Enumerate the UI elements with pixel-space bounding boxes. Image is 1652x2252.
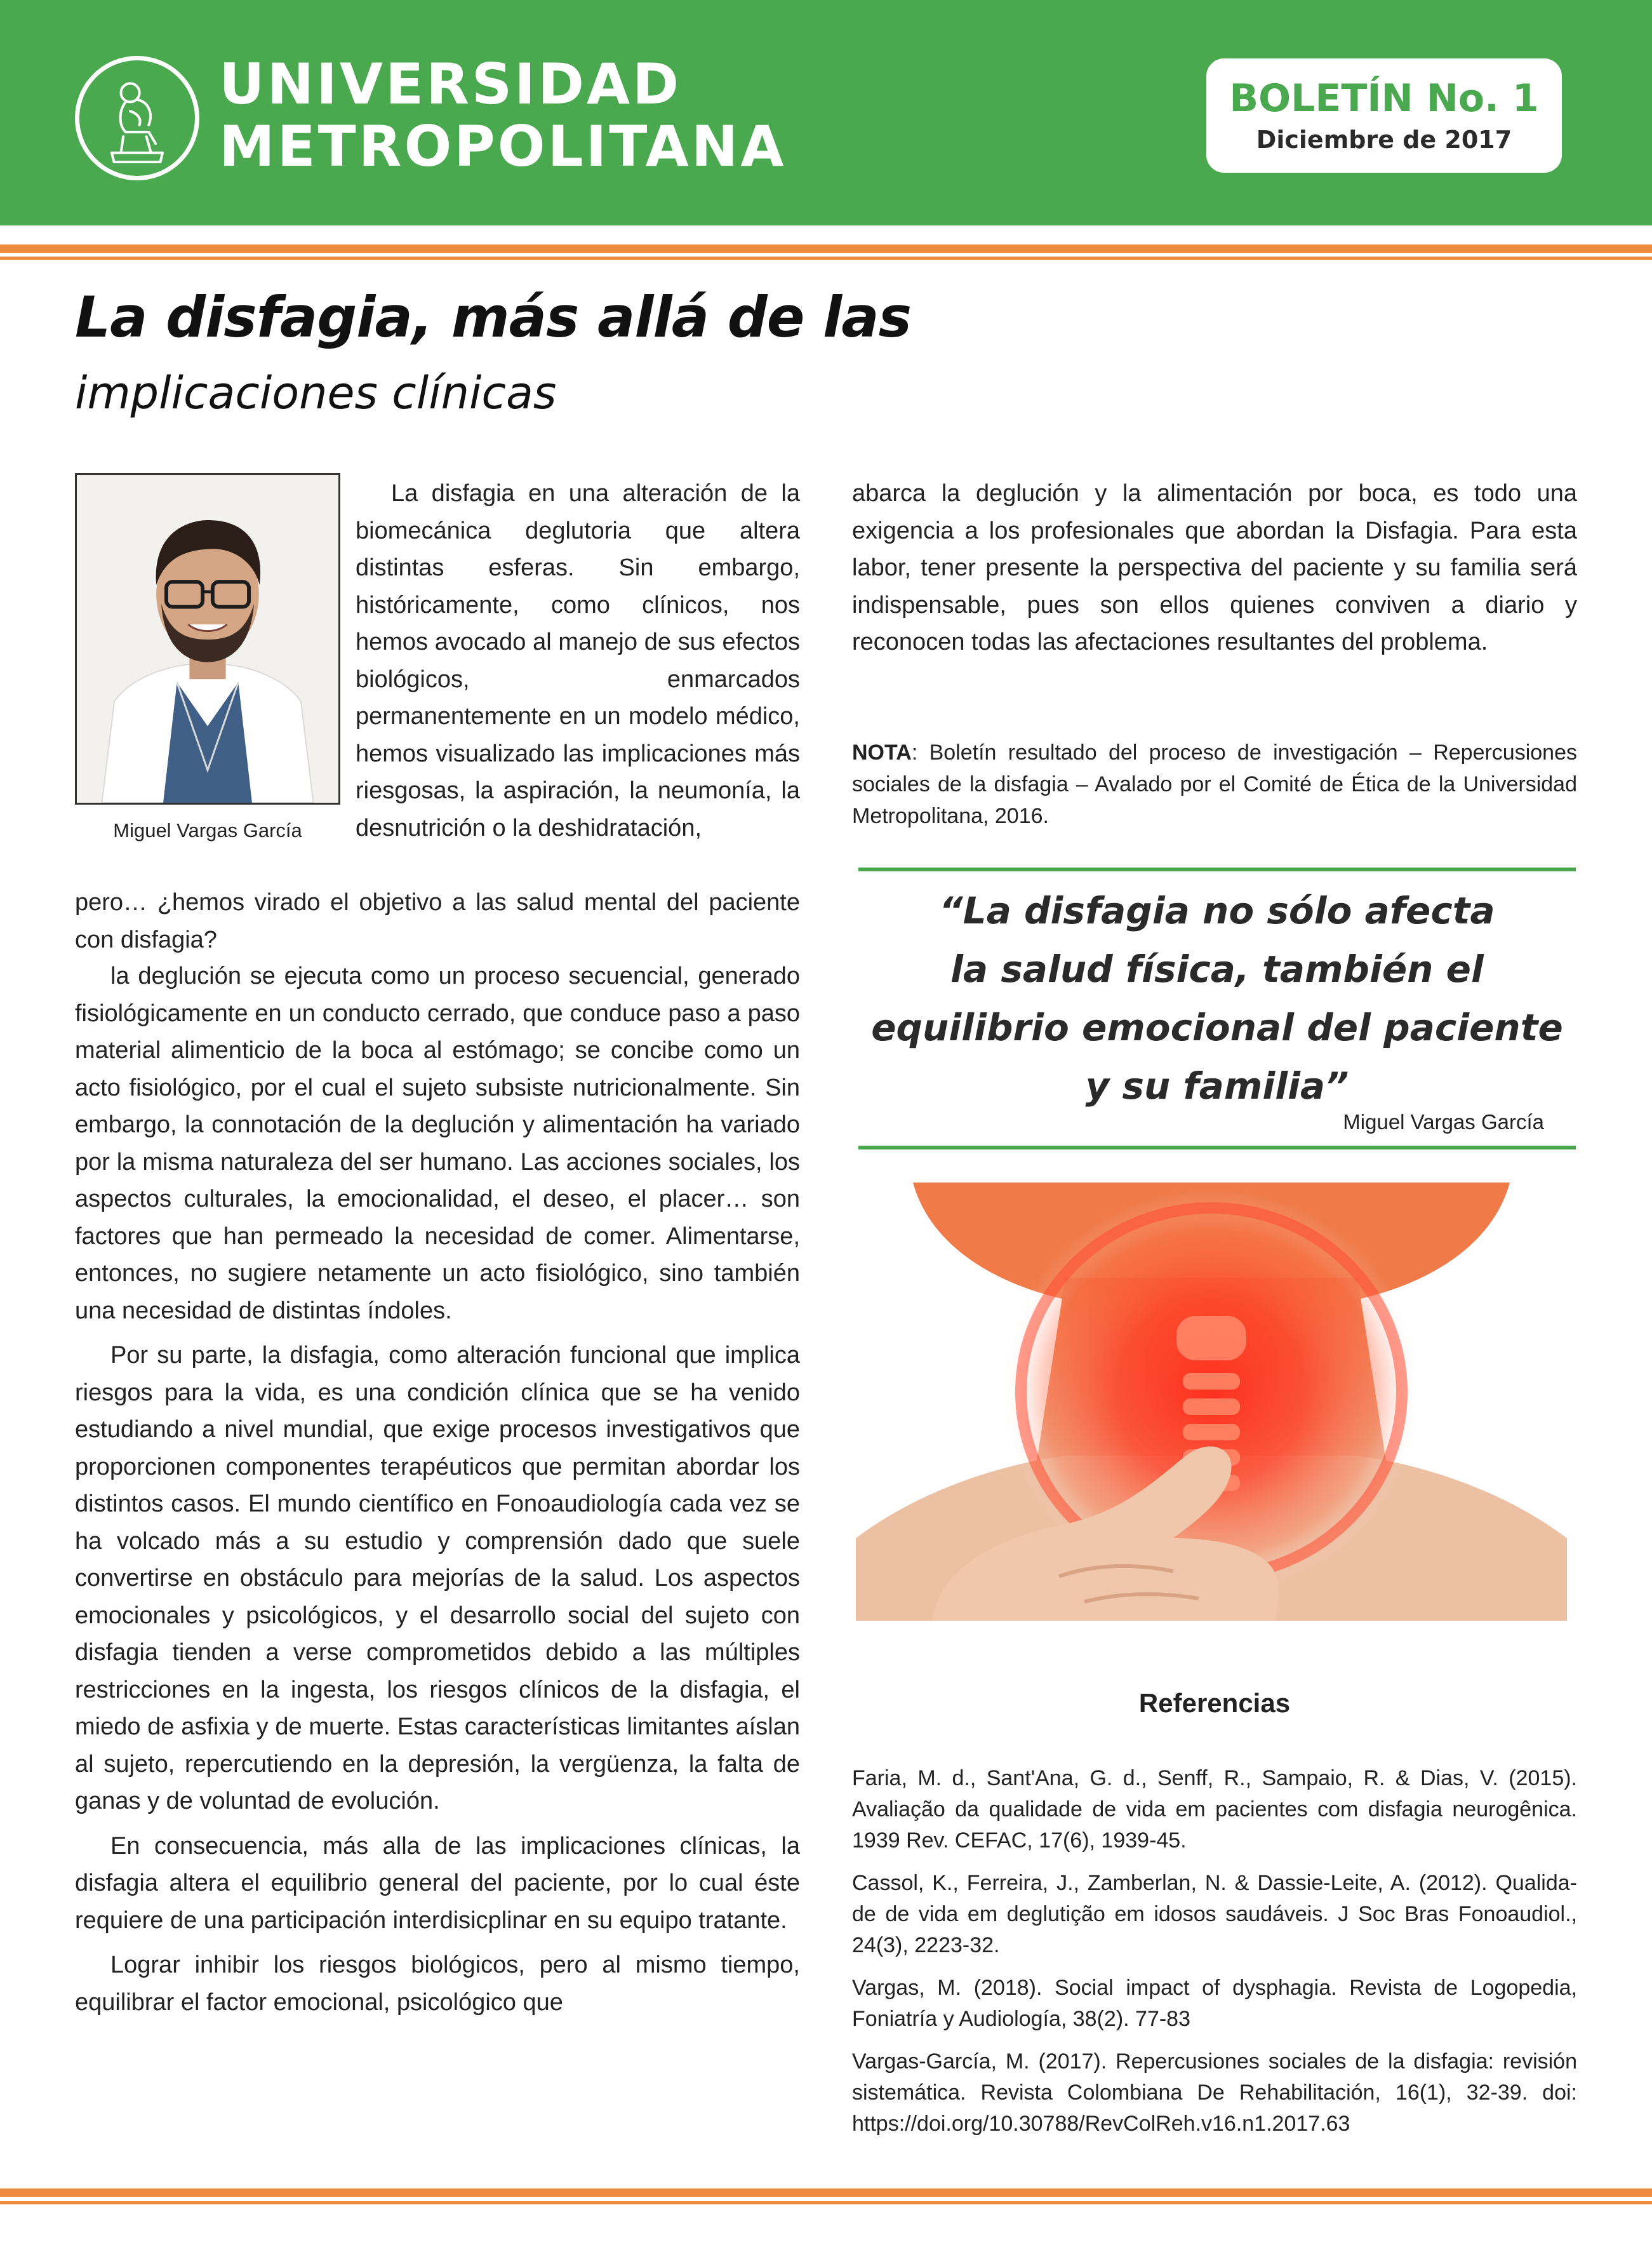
article-title: La disfagia, más allá de las bbox=[75, 285, 911, 350]
top-divider-thin bbox=[0, 257, 1652, 260]
body-paragraph: Por su parte, la disfagia, como alteración funcional que implica riesgos para la vida, es una condición clínica que se ha venido estudiando a nivel mundial, que exige procesos investigativos que proporcionen componentes terapéuticos que permitan abordar los distintos casos. El mundo científico en Fonoaudiología cada vez se ha volcado más a su estudio y comprensión dado que suele convertirse en obstáculo para mejorías de la salud. Los aspectos emocionales y psicológicos, y el desarrollo social del sujeto con disfagia tienden a verse comprometidos debido a las múltiples restricciones en la ingesta, los riesgos clínicos de la disfagia, el miedo de asfixia y de muerte. Estas características limitantes aíslan al sujeto, repercutiendo en la depresión, la vergüenza, la falta de ganas y de voluntad de evolución. bbox=[75, 1342, 800, 1814]
pull-quote-line: y su familia” bbox=[1085, 1064, 1349, 1108]
university-name bbox=[219, 53, 786, 178]
university-name-line1: UNIVERSIDAD bbox=[219, 51, 682, 117]
top-divider bbox=[0, 245, 1652, 253]
references-list bbox=[852, 1763, 1577, 2151]
body-paragraph: En consecuencia, más alla de las implicaciones clínicas, la disfagia altera el equilibrio general del paciente, por lo cual éste requiere de una participación interdisicplinar en su equipo tratante. bbox=[75, 1832, 800, 1934]
pull-quote-line: equilibrio emocional del paciente bbox=[871, 1006, 1563, 1049]
reference-item: Vargas-García, M. (2017). Repercusiones sociales de la disfagia: revisión sistemática. Revista Colombiana De Rehabilitación, 16(1), 32-39. doi: https://doi.org/10.30788/RevColReh.v16.n1.2017.63 bbox=[852, 2049, 1577, 2136]
author-photo-caption: Miguel Vargas García bbox=[113, 819, 302, 841]
quote-top-rule bbox=[858, 868, 1576, 871]
thinker-statue-icon bbox=[75, 56, 199, 180]
pull-quote-line: “La disfagia no sólo afecta bbox=[939, 889, 1495, 932]
article-subtitle: implicaciones clínicas bbox=[75, 367, 557, 419]
reference-item: Cassol, K., Ferreira, J., Zamberlan, N. & Dassie-Leite, A. (2012). Qualida-de de vida em deglutição em idosos saudáveis. J Soc Bras Fonoaudiol., 24(3), 2223-32. bbox=[852, 1871, 1577, 1957]
quote-bottom-rule bbox=[858, 1146, 1576, 1149]
author-photo bbox=[75, 473, 340, 805]
bulletin-date: Diciembre de 2017 bbox=[1256, 126, 1512, 154]
university-name-line2: METROPOLITANA bbox=[219, 114, 787, 179]
throat-pain-illustration bbox=[856, 1183, 1567, 1621]
research-note bbox=[852, 737, 1577, 832]
bulletin-badge bbox=[1206, 58, 1562, 173]
note-label: NOTA bbox=[852, 741, 912, 765]
bulletin-header bbox=[0, 0, 1652, 225]
right-column-paragraph: abarca la deglución y la alimentación por boca, es todo una exigencia a los profesionales que abordan la Disfagia. Para esta labor, tener presente la perspectiva del paciente y su familia será indispensable, pues son ellos quienes conviven a diario y reconocen todas las afectaciones resultantes del problema. bbox=[852, 480, 1577, 655]
note-text: : Boletín resultado del proceso de investigación – Repercusiones sociales de la disfagia – Avalado por el Comité de Ética de la Universidad Metropolitana, 2016. bbox=[852, 741, 1577, 828]
references-heading: Referencias bbox=[1138, 1688, 1291, 1718]
article-body-left bbox=[75, 958, 800, 2021]
reference-item: Faria, M. d., Sant'Ana, G. d., Senff, R., Sampaio, R. & Dias, V. (2015). Avaliação da qualidade de vida em pacientes com disfagia neurogênica. 1939 Rev. CEFAC, 17(6), 1939-45. bbox=[852, 1766, 1577, 1853]
pull-quote-line: la salud física, también el bbox=[950, 948, 1484, 991]
body-paragraph: Lograr inhibir los riesgos biológicos, pero al mismo tiempo, equilibrar el factor emocional, psicológico que bbox=[75, 1952, 800, 2016]
reference-item: Vargas, M. (2018). Social impact of dysphagia. Revista de Logopedia, Foniatría y Audiología, 38(2). 77-83 bbox=[852, 1976, 1577, 2031]
body-paragraph: la deglución se ejecuta como un proceso secuencial, generado fisiológicamente en un conducto cerrado, que conduce paso a paso material alimenticio de la boca al estómago; se concibe como un acto fisiológico, por el cual el sujeto subsiste nutricionalmente. Sin embargo, la connotación de la deglución y alimentación ha variado por la misma naturaleza del ser humano. Las acciones sociales, los aspectos culturales, la emocionalidad, el deseo, el placer… son factores que han permeado la necesidad de comer. Alimentarse, entonces, no sugiere netamente un acto fisiológico, sino también una necesidad de distintas índoles. bbox=[75, 963, 800, 1324]
pull-quote-author: Miguel Vargas García bbox=[1343, 1110, 1544, 1134]
bottom-divider-thin bbox=[0, 2201, 1652, 2204]
bottom-divider bbox=[0, 2188, 1652, 2197]
intro-paragraph: La disfagia en una alteración de la biomecánica deglutoria que altera distintas esferas. Sin embargo, históricamente, como clínicos, nos hemos avocado al manejo de sus efectos biológicos, enmarcados permanentemente en un modelo médico, hemos visualizado las implicaciones más riesgosas, la aspiración, la neumonía, la desnutrición o la deshidratación, bbox=[356, 480, 800, 841]
pull-quote bbox=[858, 881, 1576, 1115]
bulletin-number: BOLETÍN No. 1 bbox=[1229, 76, 1539, 121]
intro-paragraph-continuation: pero… ¿hemos virado el objetivo a las salud mental del paciente con disfagia? bbox=[75, 889, 800, 953]
